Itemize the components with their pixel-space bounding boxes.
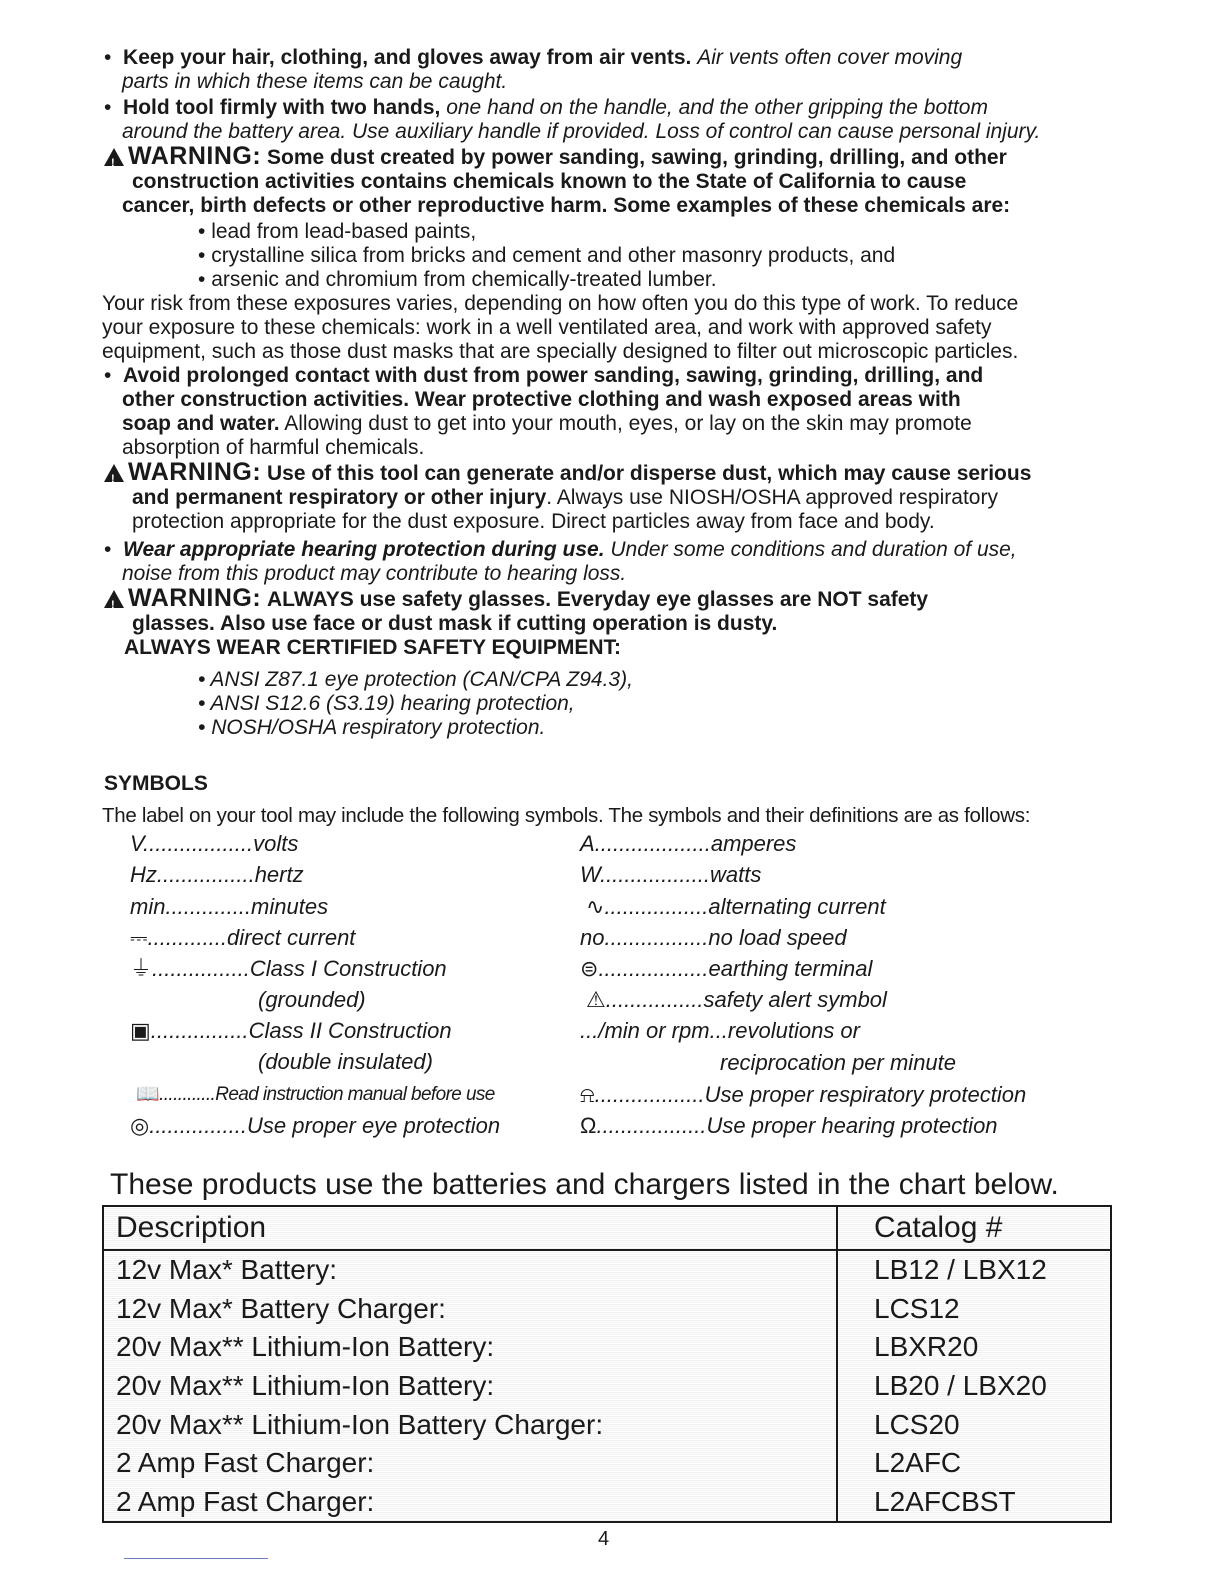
equipment-item: • ANSI Z87.1 eye protection (CAN/CPA Z94.3), [198, 668, 633, 691]
safety-alert-icon [104, 148, 124, 166]
battery-table [102, 1205, 1112, 1523]
certified-equipment-heading: ALWAYS WEAR CERTIFIED SAFETY EQUIPMENT: [124, 636, 622, 659]
safety-alert-icon: ⚠ [586, 987, 606, 1012]
bullet-air-vents: • Keep your hair, clothing, and gloves away from air vents. Air vents often cover moving [104, 46, 963, 69]
symbol-class-1-note: (grounded) [258, 987, 366, 1012]
symbol-class-1: ⏚................Class I Construction [130, 956, 447, 981]
bullet-hold-tool: • Hold tool firmly with two hands, one hand on the handle, and the other gripping the bottom [104, 96, 988, 119]
symbol-class-2-note: (double insulated) [258, 1049, 433, 1074]
table-row: 20v Max** Lithium-Ion Battery: LBXR20 [103, 1328, 1111, 1367]
symbol-eye-protection: ◎................Use proper eye protection [130, 1113, 501, 1138]
table-row: 2 Amp Fast Charger: L2AFC [103, 1444, 1111, 1483]
class-2-construction-icon: ▣ [130, 1018, 151, 1043]
table-row: 20v Max** Lithium-Ion Battery Charger: LCS20 [103, 1405, 1111, 1444]
warning-chemicals-line2: construction activities contains chemicals known to the State of California to cause [132, 170, 967, 193]
warning-dust-line3: protection appropriate for the dust exposure. Direct particles away from face and body. [132, 510, 935, 533]
direct-current-icon: ⎓ [130, 925, 148, 950]
header-description: Description [103, 1206, 837, 1250]
header-catalog: Catalog # [837, 1206, 1111, 1250]
equipment-item: • ANSI S12.6 (S3.19) hearing protection, [198, 692, 575, 715]
bullet-dust-contact-line2: other construction activities. Wear protective clothing and wash exposed areas with [122, 388, 961, 411]
table-row: 12v Max* Battery Charger: LCS12 [103, 1290, 1111, 1329]
footer-rule [124, 1558, 268, 1559]
symbol-rpm-note: reciprocation per minute [720, 1050, 957, 1075]
page-number: 4 [598, 1528, 610, 1550]
symbol-earthing-terminal: ⊜..................earthing terminal [580, 956, 873, 981]
respiratory-protection-icon: ⍾ [580, 1082, 595, 1107]
symbol-respiratory: ⍾..................Use proper respiratory protection [580, 1082, 1027, 1107]
symbol-rpm: .../min or rpm...revolutions or [580, 1018, 860, 1043]
alternating-current-icon: ∿ [586, 894, 605, 919]
table-row: 12v Max* Battery: LB12 / LBX12 [103, 1250, 1111, 1290]
symbol-amperes: A...................amperes [580, 831, 797, 856]
symbols-intro: The label on your tool may include the following symbols. The symbols and their definitions are as follows: [102, 804, 1031, 827]
equipment-item: • NOSH/OSHA respiratory protection. [198, 716, 546, 739]
symbol-hearing: Ω..................Use proper hearing protection [580, 1113, 998, 1138]
class-1-construction-icon: ⏚ [130, 956, 153, 981]
bullet-dust-contact: • Avoid prolonged contact with dust from power sanding, sawing, grinding, drilling, and [104, 364, 984, 387]
symbol-class-2: ▣................Class II Construction [130, 1018, 452, 1043]
earthing-terminal-icon: ⊜ [580, 956, 599, 981]
safety-alert-icon [104, 590, 124, 608]
table-header-row [103, 1206, 1111, 1250]
bullet-hold-tool-cont: around the battery area. Use auxiliary handle if provided. Loss of control can cause personal injury. [122, 120, 1041, 143]
chemical-item: • crystalline silica from bricks and cement and other masonry products, and [198, 244, 896, 267]
bullet-hearing: • Wear appropriate hearing protection during use. Under some conditions and duration of use, [104, 538, 1017, 561]
table-row: 2 Amp Fast Charger: L2AFCBST [103, 1482, 1111, 1522]
warning-dust: !WARNING: Use of this tool can generate and/or disperse dust, which may cause serious [104, 460, 1031, 486]
symbol-direct-current: ⎓.............direct current [130, 925, 356, 950]
warning-glasses-line2: glasses. Also use face or dust mask if cutting operation is dusty. [132, 612, 778, 635]
chemical-item: • arsenic and chromium from chemically-treated lumber. [198, 268, 717, 291]
warning-dust-line2: and permanent respiratory or other injury. Always use NIOSH/OSHA approved respiratory [132, 486, 998, 509]
symbol-minutes: min..............minutes [130, 894, 329, 919]
symbol-no-load-speed: no.................no load speed [580, 925, 847, 950]
symbol-volts: V..................volts [130, 831, 299, 856]
warning-chemicals-line3: cancer, birth defects or other reproductive harm. Some examples of these chemicals are: [122, 194, 1011, 217]
symbol-read-manual: 📖............Read instruction manual before use [136, 1082, 495, 1108]
symbol-hertz: Hz................hertz [130, 862, 304, 887]
risk-paragraph-line2: your exposure to these chemicals: work in a well ventilated area, and work with approved safety [102, 316, 992, 339]
risk-paragraph-line3: equipment, such as those dust masks that are specially designed to filter out microscopic particles. [102, 340, 1019, 363]
eye-protection-icon: ◎ [130, 1113, 150, 1138]
chemical-item: • lead from lead-based paints, [198, 220, 477, 243]
warning-chemicals: !WARNING: Some dust created by power sanding, sawing, grinding, drilling, and other [104, 144, 1007, 170]
bullet-dust-contact-line4: absorption of harmful chemicals. [122, 436, 425, 459]
bullet-hearing-cont: noise from this product may contribute to hearing loss. [122, 562, 627, 585]
symbols-heading: SYMBOLS [104, 772, 208, 795]
symbol-alternating-current: ∿.................alternating current [586, 894, 886, 919]
warning-glasses: !WARNING: ALWAYS use safety glasses. Everyday eye glasses are NOT safety [104, 586, 928, 612]
bullet-air-vents-cont: parts in which these items can be caught. [122, 70, 508, 93]
risk-paragraph-line1: Your risk from these exposures varies, depending on how often you do this type of work. To reduce [102, 292, 1019, 315]
bullet-dust-contact-line3: soap and water. Allowing dust to get into your mouth, eyes, or lay on the skin may promote [122, 412, 972, 435]
symbol-watts: W..................watts [580, 862, 762, 887]
read-manual-icon: 📖 [136, 1084, 160, 1105]
table-row: 20v Max** Lithium-Ion Battery: LB20 / LBX20 [103, 1367, 1111, 1406]
symbol-safety-alert: ⚠................safety alert symbol [586, 987, 887, 1012]
safety-alert-icon [104, 464, 124, 482]
battery-chart-heading: These products use the batteries and chargers listed in the chart below. [110, 1168, 1059, 1201]
hearing-protection-icon: Ω [580, 1113, 597, 1138]
